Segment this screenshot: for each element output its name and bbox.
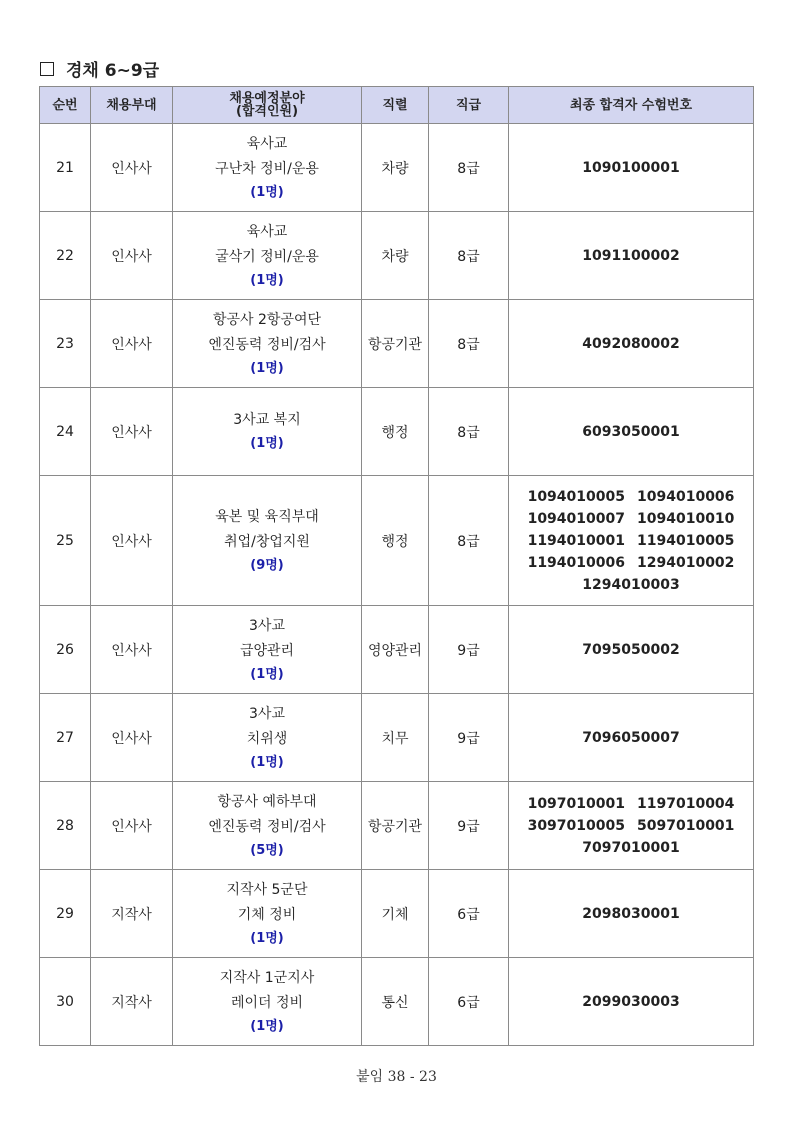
exam-number: 1194010006: [527, 554, 625, 571]
row-no: 30: [40, 958, 91, 1046]
field-count: (9명): [250, 557, 284, 573]
row-unit: 인사사: [91, 124, 173, 212]
row-no: 25: [40, 476, 91, 606]
exam-number: 1194010005: [637, 532, 735, 549]
exam-number-line: [509, 574, 753, 596]
table-row: [40, 870, 754, 958]
field-line1: 3사교: [249, 705, 285, 722]
table-row: [40, 300, 754, 388]
row-grade: 8급: [429, 124, 509, 212]
row-unit: 인사사: [91, 212, 173, 300]
table-row: [40, 476, 754, 606]
field-line2: 급양관리: [239, 642, 295, 659]
exam-number-line: [509, 552, 753, 574]
row-unit: 인사사: [91, 694, 173, 782]
field-line1: 3사교 복지: [233, 412, 301, 428]
field-line2: 레이더 정비: [230, 994, 304, 1011]
row-series: 영양관리: [362, 606, 429, 694]
row-field: [173, 694, 362, 782]
field-line2: 엔진동력 정비/검사: [208, 336, 326, 353]
row-unit: 인사사: [91, 782, 173, 870]
row-field: [173, 476, 362, 606]
exam-number-line: [509, 903, 753, 925]
field-count: (1명): [250, 754, 284, 770]
field-line1: 3사교: [249, 617, 285, 634]
field-line1: 육사교: [246, 135, 288, 152]
row-numbers: [509, 694, 754, 782]
exam-number: 5097010001: [637, 817, 735, 834]
row-grade: 8급: [429, 476, 509, 606]
row-grade: 9급: [429, 606, 509, 694]
row-field: [173, 606, 362, 694]
field-line2: 취업/창업지원: [224, 533, 310, 550]
exam-number: 1294010003: [582, 576, 680, 593]
field-count: (1명): [250, 1018, 284, 1034]
field-line2: 치위생: [246, 730, 288, 747]
field-line2: 엔진동력 정비/검사: [208, 818, 326, 835]
field-line2: 굴삭기 정비/운용: [215, 248, 319, 265]
exam-number-line: [509, 793, 753, 815]
row-no: 28: [40, 782, 91, 870]
row-field: [173, 958, 362, 1046]
table-row: [40, 606, 754, 694]
row-numbers: [509, 870, 754, 958]
results-table: [39, 86, 754, 1046]
row-no: 29: [40, 870, 91, 958]
row-grade: 9급: [429, 694, 509, 782]
checkbox-square-icon: [40, 62, 54, 76]
exam-number: 1094010007: [527, 510, 625, 527]
row-series: 항공기관: [362, 782, 429, 870]
row-series: 항공기관: [362, 300, 429, 388]
exam-number: 6093050001: [582, 423, 680, 440]
exam-number-line: [509, 333, 753, 355]
exam-number-line: [509, 486, 753, 508]
row-grade: 9급: [429, 782, 509, 870]
section-title: [40, 56, 159, 81]
row-numbers: [509, 476, 754, 606]
exam-number: 7097010001: [582, 839, 680, 856]
exam-number-line: [509, 991, 753, 1013]
row-unit: 인사사: [91, 388, 173, 476]
exam-number: 1091100002: [582, 247, 680, 264]
row-grade: 8급: [429, 300, 509, 388]
exam-number: 3097010005: [527, 817, 625, 834]
exam-number: 1094010010: [637, 510, 735, 527]
row-series: 행정: [362, 388, 429, 476]
row-field: [173, 388, 362, 476]
table-row: [40, 782, 754, 870]
field-line2: 구난차 정비/운용: [215, 160, 319, 177]
row-no: 23: [40, 300, 91, 388]
exam-number-line: [509, 815, 753, 837]
row-series: 행정: [362, 476, 429, 606]
row-series: 통신: [362, 958, 429, 1046]
field-count: (1명): [250, 272, 284, 288]
row-series: 기체: [362, 870, 429, 958]
header-field-line2: (합격인원): [235, 104, 299, 119]
row-series: 차량: [362, 212, 429, 300]
row-field: [173, 870, 362, 958]
exam-number: 1090100001: [582, 159, 680, 176]
field-line1: 육본 및 육직부대: [215, 508, 319, 525]
exam-number: 4092080002: [582, 335, 680, 352]
header-series: 직렬: [362, 87, 429, 124]
row-numbers: [509, 958, 754, 1046]
row-unit: 인사사: [91, 476, 173, 606]
field-line1: 육사교: [246, 223, 288, 240]
table-header-row: [40, 87, 754, 124]
table-row: [40, 124, 754, 212]
table-row: [40, 694, 754, 782]
field-count: (1명): [250, 184, 284, 200]
exam-number: 1294010002: [637, 554, 735, 571]
exam-number-line: [509, 530, 753, 552]
row-grade: 6급: [429, 870, 509, 958]
row-field: [173, 782, 362, 870]
exam-number: 2098030001: [582, 905, 680, 922]
row-unit: 인사사: [91, 300, 173, 388]
exam-number: 1094010005: [527, 488, 625, 505]
field-line2: 기체 정비: [237, 906, 297, 923]
row-series: 치무: [362, 694, 429, 782]
row-unit: 인사사: [91, 606, 173, 694]
exam-number: 2099030003: [582, 993, 680, 1010]
exam-number: 1194010001: [527, 532, 625, 549]
row-numbers: [509, 782, 754, 870]
header-numbers: 최종 합격자 수험번호: [509, 87, 754, 124]
header-no: 순번: [40, 87, 91, 124]
field-count: (1명): [250, 930, 284, 946]
row-no: 24: [40, 388, 91, 476]
field-count: (1명): [250, 666, 284, 682]
field-line1: 지작사 1군지사: [219, 969, 315, 986]
field-count: (1명): [250, 436, 284, 451]
exam-number-line: [509, 157, 753, 179]
field-count: (5명): [250, 842, 284, 858]
row-numbers: [509, 300, 754, 388]
row-numbers: [509, 212, 754, 300]
table-row: [40, 958, 754, 1046]
section-title-text: 경채 6~9급: [66, 61, 160, 81]
exam-number: 1097010001: [527, 795, 625, 812]
row-numbers: [509, 388, 754, 476]
row-grade: 6급: [429, 958, 509, 1046]
header-field: [173, 87, 362, 124]
row-no: 26: [40, 606, 91, 694]
table-row: [40, 388, 754, 476]
exam-number-line: [509, 837, 753, 859]
row-no: 27: [40, 694, 91, 782]
exam-number-line: [509, 727, 753, 749]
field-count: (1명): [250, 360, 284, 376]
page-footer: 붙임 38 - 23: [356, 1069, 437, 1085]
header-grade: 직급: [429, 87, 509, 124]
exam-number: 7095050002: [582, 641, 680, 658]
row-unit: 지작사: [91, 870, 173, 958]
header-field-line1: 채용예정분야: [229, 91, 305, 106]
header-unit: 채용부대: [91, 87, 173, 124]
row-no: 22: [40, 212, 91, 300]
exam-number: 1197010004: [637, 795, 735, 812]
row-field: [173, 300, 362, 388]
row-grade: 8급: [429, 388, 509, 476]
row-unit: 지작사: [91, 958, 173, 1046]
field-line1: 지작사 5군단: [226, 881, 308, 898]
row-numbers: [509, 606, 754, 694]
row-no: 21: [40, 124, 91, 212]
exam-number-line: [509, 639, 753, 661]
row-series: 차량: [362, 124, 429, 212]
field-line1: 항공사 예하부대: [217, 793, 317, 810]
row-field: [173, 212, 362, 300]
exam-number: 1094010006: [637, 488, 735, 505]
field-line1: 항공사 2항공여단: [212, 311, 322, 328]
exam-number-line: [509, 508, 753, 530]
exam-number-line: [509, 421, 753, 443]
row-field: [173, 124, 362, 212]
exam-number-line: [509, 245, 753, 267]
exam-number: 7096050007: [582, 729, 680, 746]
row-grade: 8급: [429, 212, 509, 300]
table-row: [40, 212, 754, 300]
row-numbers: [509, 124, 754, 212]
